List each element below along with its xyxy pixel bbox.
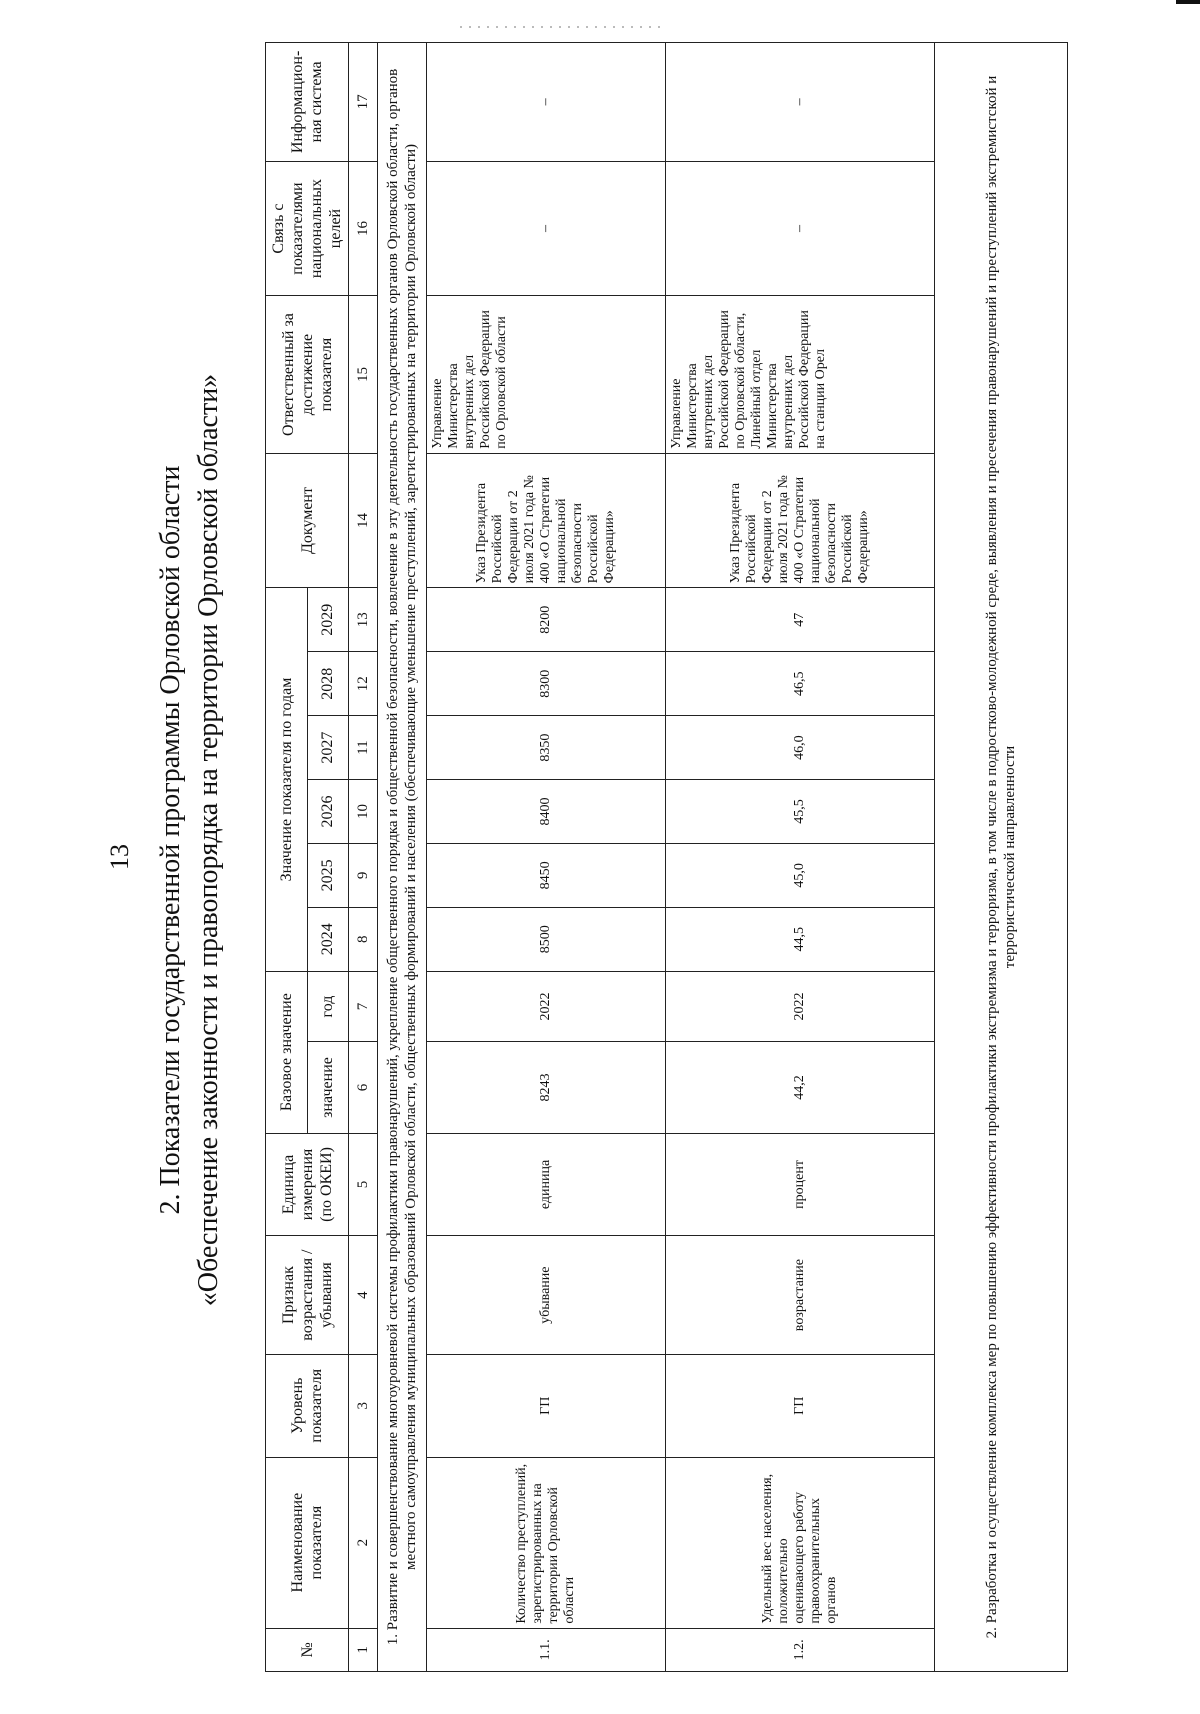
value-2026: 8400 bbox=[427, 780, 666, 844]
indicator-unit: процент bbox=[666, 1133, 935, 1236]
indicator-unit: единица bbox=[427, 1133, 666, 1236]
column-numbers-row bbox=[349, 43, 378, 1672]
document-reference: Указ Президента Российской Федерации от 2 июля 2021 года № 400 «О Стратегии национальной безопасности Российской Федерации» bbox=[666, 453, 935, 588]
header-no: № bbox=[266, 1628, 349, 1671]
value-2025: 8450 bbox=[427, 843, 666, 907]
page-corner-mark bbox=[1176, 0, 1200, 4]
column-number: 11 bbox=[349, 716, 378, 780]
header-trend: Признак возрастания / убывания bbox=[266, 1236, 349, 1355]
value-2029: 8200 bbox=[427, 588, 666, 652]
title-line-2: «Обеспечение законности и правопорядка на территории Орловской области» bbox=[193, 373, 224, 1307]
document-reference: Указ Президента Российской Федерации от 2 июля 2021 года № 400 «О Стратегии национальной безопасности Российской Федерации» bbox=[427, 453, 666, 588]
column-number: 2 bbox=[349, 1457, 378, 1628]
value-2026: 45,5 bbox=[666, 780, 935, 844]
header-base-value: значение bbox=[307, 1042, 349, 1133]
header-base-year: год bbox=[307, 971, 349, 1042]
column-number: 16 bbox=[349, 161, 378, 296]
section-1-heading: 1. Развитие и совершенствование многоуровневой системы профилактики правонарушений, укрепление общественного порядка и общественной безопасности, вовлечение в эту деятельность государственных органов Орловской области, органов местного самоуправления муниципальных образований Орловской области, общественных формирований и населения (обеспечивающие уменьшение преступлений, зарегистрированных на территории Орловской области) bbox=[378, 43, 427, 1672]
table-row bbox=[666, 43, 935, 1672]
column-number: 7 bbox=[349, 971, 378, 1042]
header-national-link: Связь с показателями национальных целей bbox=[266, 161, 349, 296]
info-system: – bbox=[666, 43, 935, 162]
base-value: 8243 bbox=[427, 1042, 666, 1133]
column-number: 17 bbox=[349, 43, 378, 162]
column-number: 13 bbox=[349, 588, 378, 652]
indicator-trend: убывание bbox=[427, 1236, 666, 1355]
info-system: – bbox=[427, 43, 666, 162]
indicators-table bbox=[265, 42, 1068, 1672]
value-2029: 47 bbox=[666, 588, 935, 652]
column-number: 15 bbox=[349, 296, 378, 453]
header-name: Наименование показателя bbox=[266, 1457, 349, 1628]
header-responsible: Ответственный за достижение показателя bbox=[266, 296, 349, 453]
value-2025: 45,0 bbox=[666, 843, 935, 907]
indicator-level: ГП bbox=[666, 1354, 935, 1457]
header-values-by-year: Значение показателя по годам bbox=[266, 588, 308, 971]
column-number: 1 bbox=[349, 1628, 378, 1671]
indicator-name: Удельный вес населения, положительно оценивающего работу правоохранительных органов bbox=[666, 1457, 935, 1628]
header-year-2029: 2029 bbox=[307, 588, 349, 652]
column-number: 3 bbox=[349, 1354, 378, 1457]
header-year-2025: 2025 bbox=[307, 843, 349, 907]
header-year-2024: 2024 bbox=[307, 907, 349, 971]
page-number: 13 bbox=[105, 844, 134, 870]
base-year: 2022 bbox=[666, 971, 935, 1042]
base-value: 44,2 bbox=[666, 1042, 935, 1133]
base-year: 2022 bbox=[427, 971, 666, 1042]
header-info-system: Информацион-ная система bbox=[266, 43, 349, 162]
section-2-row bbox=[935, 43, 1068, 1672]
responsible-body: Управление Министерства внутренних дел Российской Федерации по Орловской области bbox=[427, 296, 666, 453]
header-level: Уровень показателя bbox=[266, 1354, 349, 1457]
header-year-2027: 2027 bbox=[307, 716, 349, 780]
column-number: 4 bbox=[349, 1236, 378, 1355]
national-link: – bbox=[427, 161, 666, 296]
indicator-name: Количество преступлений, зарегистрированных на территории Орловской области bbox=[427, 1457, 666, 1628]
national-link: – bbox=[666, 161, 935, 296]
column-number: 8 bbox=[349, 907, 378, 971]
column-number: 10 bbox=[349, 780, 378, 844]
indicators-table-wrapper bbox=[265, 42, 1045, 1672]
section-2-heading: 2. Разработка и осуществление комплекса мер по повышению эффективности профилактики экстремизма и терроризма, в том числе в подростково-молодежной среде, выявления и пресечения правонарушений и преступлений экстремистской и террористической направленности bbox=[935, 43, 1068, 1672]
responsible-body: Управление Министерства внутренних дел Российской Федерации по Орловской области, Линейный отдел Министерства внутренних дел Российской Федерации на станции Орел bbox=[666, 296, 935, 453]
column-number: 5 bbox=[349, 1133, 378, 1236]
row-number: 1.2. bbox=[666, 1628, 935, 1671]
value-2028: 8300 bbox=[427, 652, 666, 716]
header-row-1 bbox=[266, 43, 308, 1672]
value-2024: 8500 bbox=[427, 907, 666, 971]
table-row bbox=[427, 43, 666, 1672]
indicator-trend: возрастание bbox=[666, 1236, 935, 1355]
header-base: Базовое значение bbox=[266, 971, 308, 1133]
value-2028: 46,5 bbox=[666, 652, 935, 716]
column-number: 9 bbox=[349, 843, 378, 907]
page-title bbox=[152, 90, 228, 1590]
scan-artifact bbox=[460, 26, 660, 28]
value-2024: 44,5 bbox=[666, 907, 935, 971]
value-2027: 46,0 bbox=[666, 716, 935, 780]
column-number: 12 bbox=[349, 652, 378, 716]
column-number: 6 bbox=[349, 1042, 378, 1133]
header-year-2028: 2028 bbox=[307, 652, 349, 716]
header-document: Документ bbox=[266, 453, 349, 588]
column-number: 14 bbox=[349, 453, 378, 588]
row-number: 1.1. bbox=[427, 1628, 666, 1671]
section-1-row bbox=[378, 43, 427, 1672]
value-2027: 8350 bbox=[427, 716, 666, 780]
indicator-level: ГП bbox=[427, 1354, 666, 1457]
header-year-2026: 2026 bbox=[307, 780, 349, 844]
header-unit: Единица измерения (по ОКЕИ) bbox=[266, 1133, 349, 1236]
title-line-1: 2. Показатели государственной программы Орловской области bbox=[155, 465, 186, 1215]
